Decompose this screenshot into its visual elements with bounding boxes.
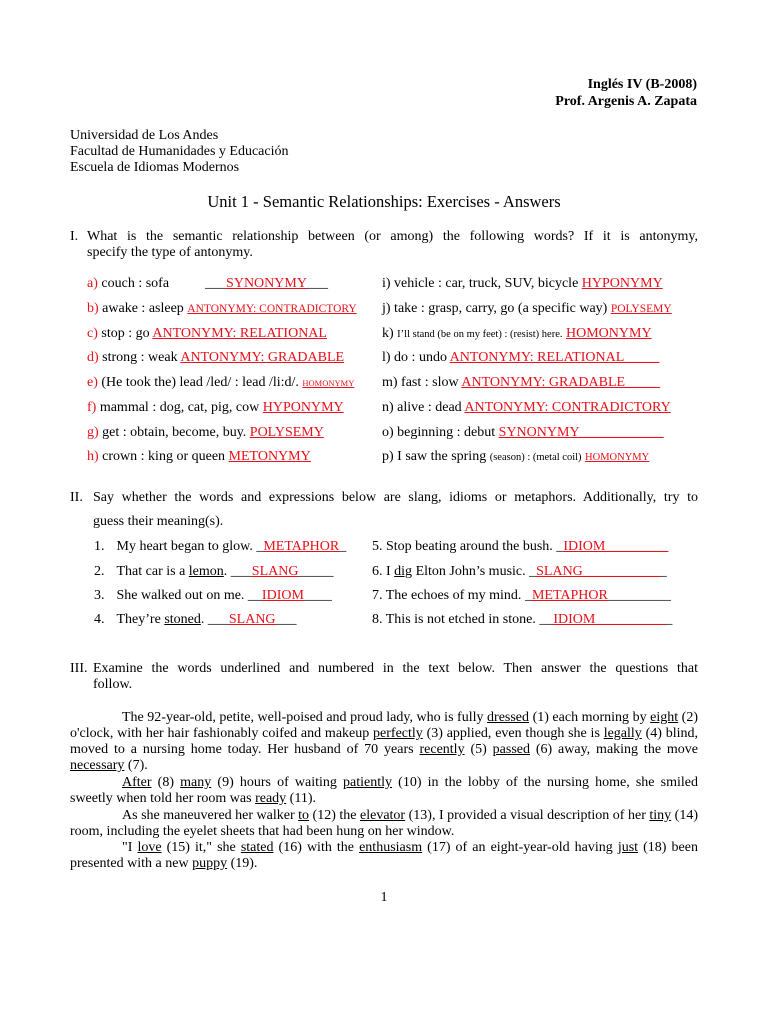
- item-f: f) mammal : dog, cat, pig, cow HYPONYMY: [87, 400, 344, 415]
- section2-numeral: II.: [70, 490, 83, 505]
- item-d: d) strong : weak ANTONYMY: GRADABLE: [87, 350, 345, 365]
- item-c: c) stop : go ANTONYMY: RELATIONAL: [87, 326, 327, 341]
- institution-faculty: Facultad de Humanidades y Educación: [70, 144, 289, 159]
- item-5: 5. Stop beating around the bush. _IDIOM_________: [372, 539, 669, 554]
- item-i: i) vehicle : car, truck, SUV, bicycle HYPONYMY: [382, 276, 663, 291]
- passage-paragraph-2: After (8) many (9) hours of waiting patiently (10) in the lobby of the nursing home, she smiled sweetly when told her room was ready (11).: [70, 775, 698, 806]
- item-e: e) (He took the) lead /led/ : lead /li:d/. HOMONYMY: [87, 375, 355, 390]
- item-n: n) alive : dead ANTONYMY: CONTRADICTORY: [382, 400, 671, 415]
- course-heading: Inglés IV (B-2008): [587, 77, 697, 92]
- item-b: b) awake : asleep ANTONYMY: CONTRADICTORY: [87, 301, 357, 316]
- item-2: 2. That car is a lemon. ___SLANG_____: [94, 564, 334, 579]
- section2-instruction-line2: guess their meaning(s).: [93, 514, 224, 529]
- professor-heading: Prof. Argenis A. Zapata: [555, 94, 697, 109]
- item-3: 3. She walked out on me. __IDIOM____: [94, 588, 332, 603]
- item-l: l) do : undo ANTONYMY: RELATIONAL_____: [382, 350, 660, 365]
- passage-paragraph-4: "I love (15) it," she stated (16) with the enthusiasm (17) of an eight-year-old having just (18) been presented with a new puppy (19).: [70, 840, 698, 871]
- institution-university: Universidad de Los Andes: [70, 128, 219, 143]
- item-h: h) crown : king or queen METONYMY: [87, 449, 311, 464]
- section3-instruction-line2: follow.: [93, 677, 133, 692]
- item-4: 4. They’re stoned. ___SLANG___: [94, 612, 297, 627]
- section2-instruction-line1: Say whether the words and expressions below are slang, idioms or metaphors. Additionally, try to: [93, 490, 698, 505]
- item-g: g) get : obtain, become, buy. POLYSEMY: [87, 425, 324, 440]
- page-title: Unit 1 - Semantic Relationships: Exercises - Answers: [207, 192, 561, 211]
- passage-paragraph-1: The 92-year-old, petite, well-poised and proud lady, who is fully dressed (1) each morning by eight (2) o'clock, with her hair fashionably coifed and makeup perfectly (3) applied, even though she is legally (4) blind, moved to a nursing home today. Her husband of 70 years recently (5) passed (6) away, making the move necessary (7).: [70, 710, 699, 773]
- section1-instruction-line1: What is the semantic relationship between (or among) the following words? If it is antonymy,: [87, 229, 698, 244]
- section3-instruction-line1: Examine the words underlined and numbered in the text below. Then answer the questions that: [93, 661, 698, 676]
- section1-numeral: I.: [70, 229, 79, 244]
- section3-numeral: III.: [70, 661, 88, 676]
- institution-school: Escuela de Idiomas Modernos: [70, 160, 240, 175]
- item-j: j) take : grasp, carry, go (a specific way) POLYSEMY: [382, 301, 672, 316]
- item-7: 7. The echoes of my mind. _METAPHOR_________: [372, 588, 671, 603]
- item-k: k) I’ll stand (be on my feet) : (resist) here. HOMONYMY: [382, 326, 652, 341]
- item-p: p) I saw the spring (season) : (metal coil) HOMONYMY: [382, 449, 650, 464]
- section1-instruction-line2: specify the type of antonymy.: [87, 245, 253, 260]
- item-6: 6. I dig Elton John’s music. _SLANG____________: [372, 564, 667, 579]
- page-number: 1: [380, 890, 388, 905]
- passage-paragraph-3: As she maneuvered her walker to (12) the elevator (13), I provided a visual description of her tiny (14) room, including the eyelet sheets that had been hung on her window.: [70, 808, 698, 839]
- item-8: 8. This is not etched in stone. __IDIOM___________: [372, 612, 673, 627]
- item-a: a) couch : sofa ___SYNONYMY___: [87, 276, 328, 291]
- item-o: o) beginning : debut SYNONYMY____________: [382, 425, 664, 440]
- item-1: 1. My heart began to glow. _METAPHOR_: [94, 539, 347, 554]
- item-m: m) fast : slow ANTONYMY: GRADABLE_____: [382, 375, 661, 390]
